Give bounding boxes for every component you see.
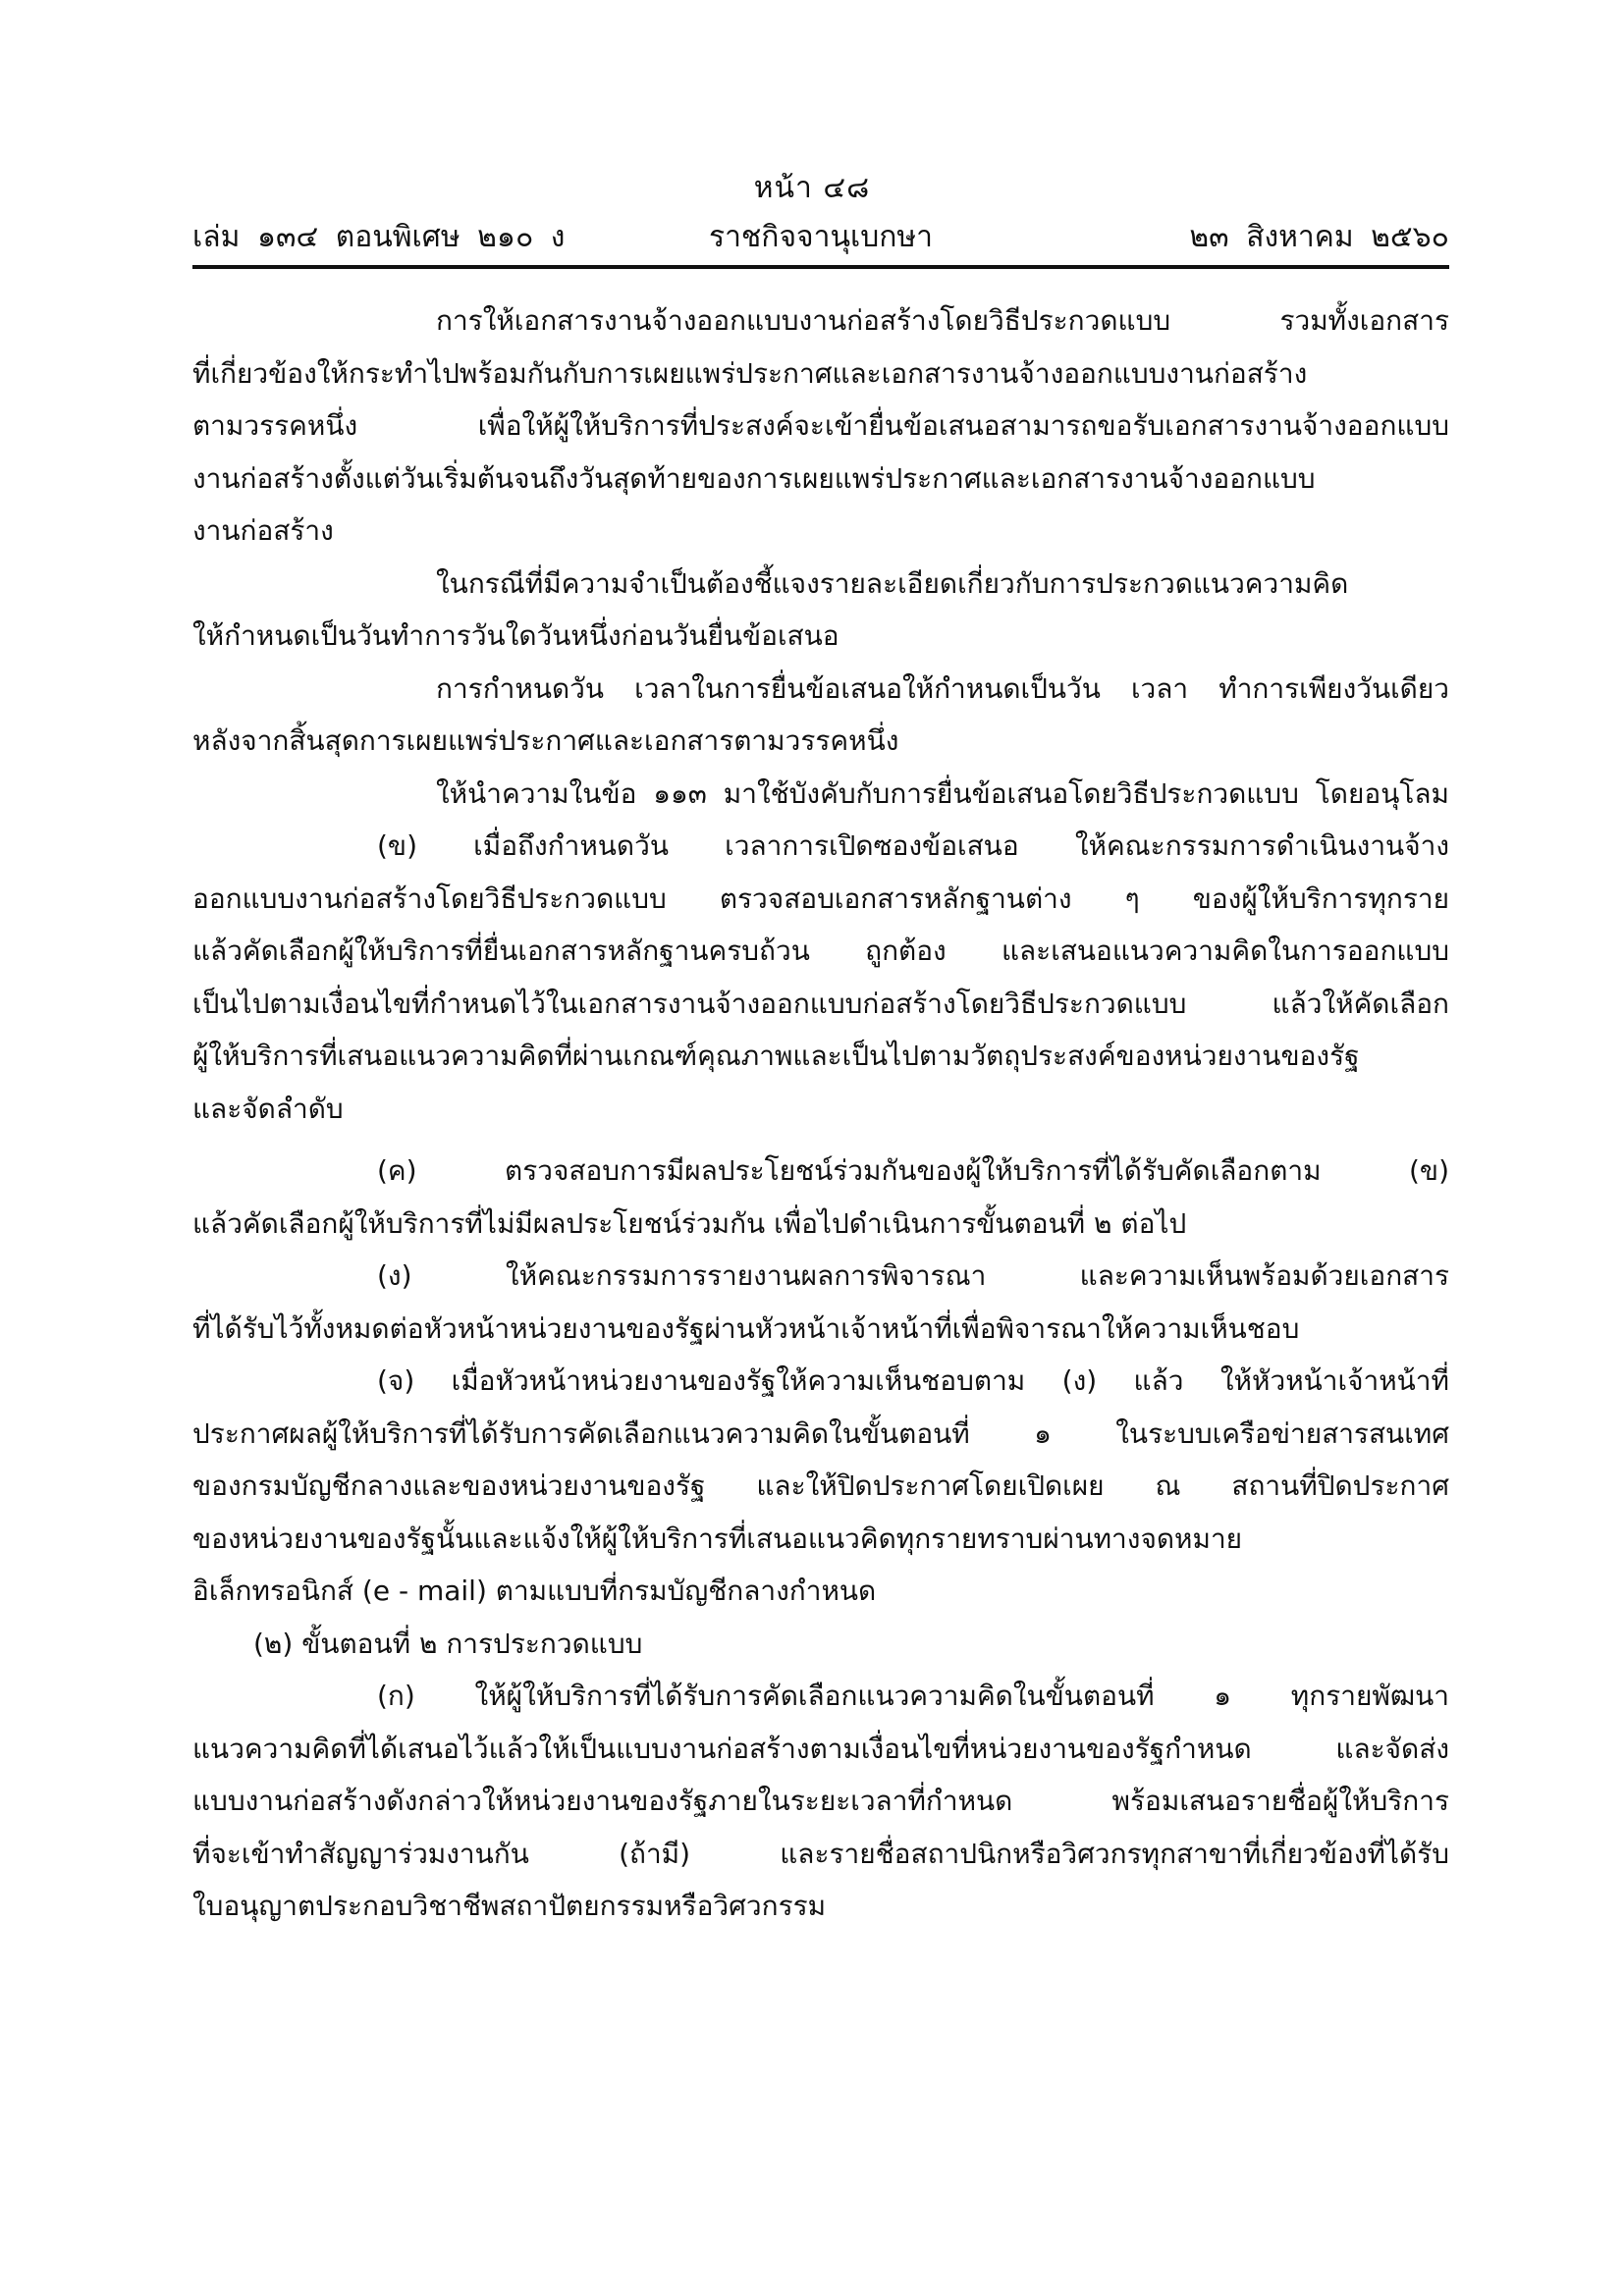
- text-line: ผู้ให้บริการที่เสนอแนวความคิดที่ผ่านเกณฑ์คุณภาพและเป็นไปตามวัตถุประสงค์ของหน่วยงานของรัฐ: [192, 1040, 1360, 1072]
- text-line: หลังจากสิ้นสุดการเผยแพร่ประกาศและเอกสารตามวรรคหนึ่ง: [192, 724, 899, 757]
- text-line: แล้วคัดเลือกผู้ให้บริการที่ยื่นเอกสารหลักฐานครบถ้วน ถูกต้อง และเสนอแนวความคิดในการออกแบบ: [192, 934, 1449, 967]
- text-line: ออกแบบงานก่อสร้างโดยวิธีประกวดแบบ ตรวจสอบเอกสารหลักฐานต่าง ๆ ของผู้ให้บริการทุกราย: [192, 881, 1449, 915]
- clause-ngo: (ง) ให้คณะกรรมการรายงานผลการพิจารณา และความเห็นพร้อมด้วยเอกสาร: [377, 1259, 1449, 1292]
- text-line: อิเล็กทรอนิกส์ (e - mail) ตามแบบที่กรมบัญชีกลางกำหนด: [192, 1575, 877, 1607]
- text-line: และจัดลำดับ: [192, 1092, 344, 1125]
- text-line: แบบงานก่อสร้างดังกล่าวให้หน่วยงานของรัฐภายในระยะเวลาที่กำหนด พร้อมเสนอรายชื่อผู้ให้บริการ: [192, 1785, 1449, 1817]
- publication-date: ๒๓ สิงหาคม ๒๕๖๐: [1189, 220, 1449, 254]
- text-line: ให้กำหนดเป็นวันทำการวันใดวันหนึ่งก่อนวันยื่นข้อเสนอ: [192, 619, 839, 652]
- text-line: ของหน่วยงานของรัฐนั้นและแจ้งให้ผู้ให้บริการที่เสนอแนวคิดทุกรายทราบผ่านทางจดหมาย: [192, 1522, 1243, 1555]
- text-line: งานก่อสร้างตั้งแต่วันเริ่มต้นจนถึงวันสุดท้ายของการเผยแพร่ประกาศและเอกสารงานจ้างออกแบบ: [192, 461, 1316, 495]
- clause-ko: (ก) ให้ผู้ให้บริการที่ได้รับการคัดเลือกแนวความคิดในขั้นตอนที่ ๑ ทุกรายพัฒนา: [377, 1680, 1449, 1712]
- page-number: หน้า ๔๘: [753, 171, 871, 205]
- text-line: ในกรณีที่มีความจำเป็นต้องชี้แจงรายละเอียดเกี่ยวกับการประกวดแนวความคิด: [436, 566, 1349, 600]
- text-line: ของกรมบัญชีกลางและของหน่วยงานของรัฐ และให้ปิดประกาศโดยเปิดเผย ณ สถานที่ปิดประกาศ: [192, 1469, 1449, 1502]
- text-line: การกำหนดวัน เวลาในการยื่นข้อเสนอให้กำหนดเป็นวัน เวลา ทำการเพียงวันเดียว: [436, 671, 1449, 705]
- text-line: งานก่อสร้าง: [192, 514, 334, 547]
- section-step-2: (๒) ขั้นตอนที่ ๒ การประกวดแบบ: [253, 1627, 643, 1660]
- document-body: [192, 294, 1449, 1933]
- header-divider: [192, 265, 1449, 269]
- text-line: เป็นไปตามเงื่อนไขที่กำหนดไว้ในเอกสารงานจ้างออกแบบก่อสร้างโดยวิธีประกวดแบบ แล้วให้คัดเลือก: [192, 987, 1449, 1020]
- text-line: ประกาศผลผู้ให้บริการที่ได้รับการคัดเลือกแนวความคิดในขั้นตอนที่ ๑ ในระบบเครือข่ายสารสนเทศ: [192, 1416, 1449, 1450]
- text-line: ให้นำความในข้อ ๑๑๓ มาใช้บังคับกับการยื่นข้อเสนอโดยวิธีประกวดแบบ โดยอนุโลม: [436, 776, 1449, 810]
- clause-kho: (ข) เมื่อถึงกำหนดวัน เวลาการเปิดซองข้อเสนอ ให้คณะกรรมการดำเนินงานจ้าง: [377, 829, 1449, 862]
- text-line: การให้เอกสารงานจ้างออกแบบงานก่อสร้างโดยวิธีประกวดแบบ รวมทั้งเอกสาร: [436, 304, 1449, 337]
- clause-kho-kho: (ค) ตรวจสอบการมีผลประโยชน์ร่วมกันของผู้ให้บริการที่ได้รับคัดเลือกตาม (ข): [377, 1154, 1449, 1187]
- text-line: ใบอนุญาตประกอบวิชาชีพสถาปัตยกรรมหรือวิศวกรรม: [192, 1890, 827, 1922]
- clause-cho: (จ) เมื่อหัวหน้าหน่วยงานของรัฐให้ความเห็นชอบตาม (ง) แล้ว ให้หัวหน้าเจ้าหน้าที่: [377, 1364, 1449, 1397]
- text-line: ที่ได้รับไว้ทั้งหมดต่อหัวหน้าหน่วยงานของรัฐผ่านหัวหน้าเจ้าหน้าที่เพื่อพิจารณาให้ความเห็นชอบ: [192, 1311, 1300, 1345]
- text-line: แล้วคัดเลือกผู้ให้บริการที่ไม่มีผลประโยชน์ร่วมกัน เพื่อไปดำเนินการขั้นตอนที่ ๒ ต่อไป: [192, 1206, 1187, 1240]
- text-line: แนวความคิดที่ได้เสนอไว้แล้วให้เป็นแบบงานก่อสร้างตามเงื่อนไขที่หน่วยงานของรัฐกำหนด และจัดส่ง: [192, 1732, 1449, 1765]
- paragraph-gap: [192, 1135, 1449, 1145]
- text-line: ตามวรรคหนึ่ง เพื่อให้ผู้ให้บริการที่ประสงค์จะเข้ายื่นข้อเสนอสามารถขอรับเอกสารงานจ้างออกแบบ: [192, 409, 1449, 442]
- text-line: ที่เกี่ยวข้องให้กระทำไปพร้อมกันกับการเผยแพร่ประกาศและเอกสารงานจ้างออกแบบงานก่อสร้าง: [192, 356, 1308, 390]
- publication-title: ราชกิจจานุเบกษา: [708, 220, 934, 254]
- gazette-header: [192, 214, 1449, 257]
- volume-issue: เล่ม ๑๓๔ ตอนพิเศษ ๒๑๐ ง: [192, 220, 566, 254]
- text-line: ที่จะเข้าทำสัญญาร่วมงานกัน (ถ้ามี) และรายชื่อสถาปนิกหรือวิศวกรทุกสาขาที่เกี่ยวข้องที่ได้รับ: [192, 1837, 1449, 1870]
